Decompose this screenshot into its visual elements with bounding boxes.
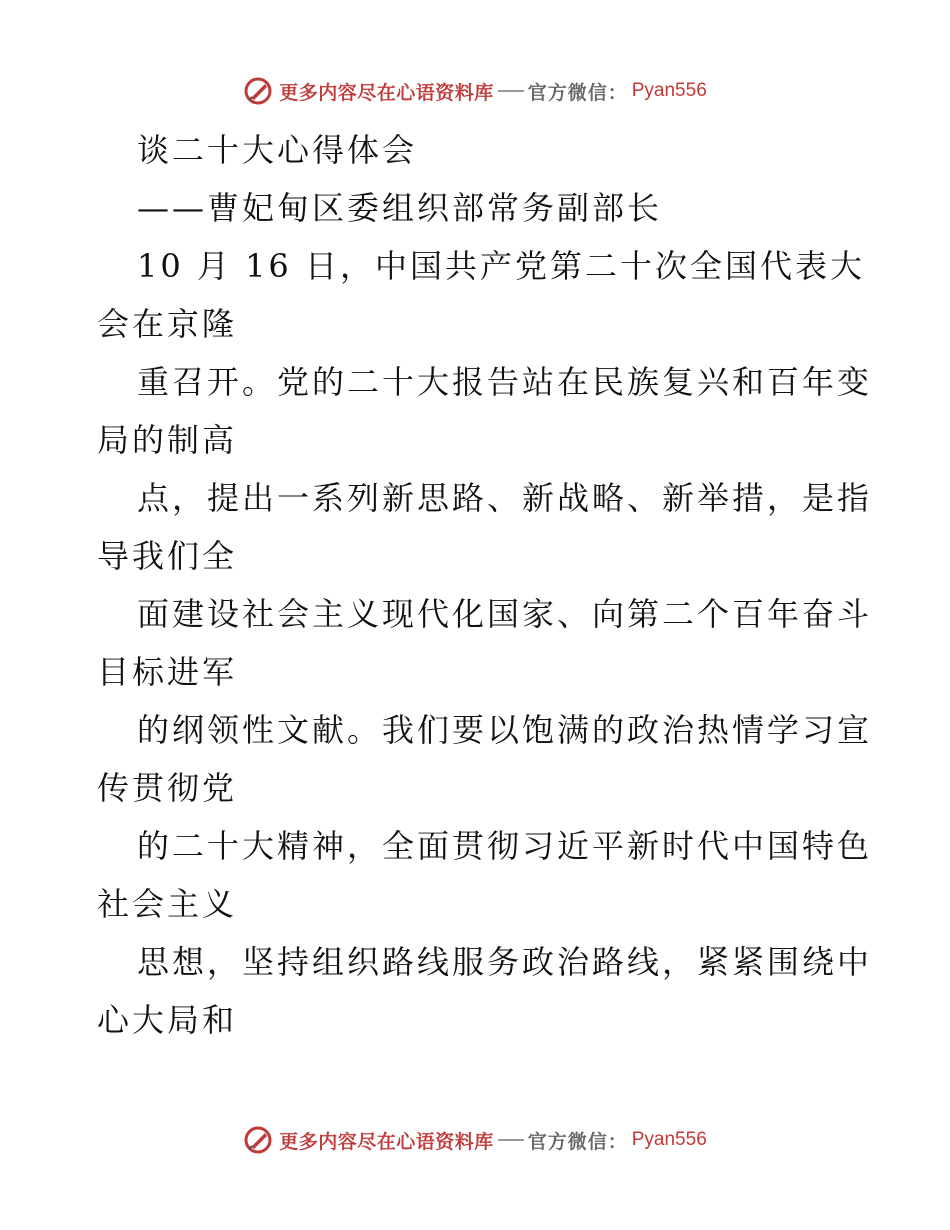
header-banner [0, 71, 950, 111]
footer-banner [0, 1120, 950, 1160]
text-line: 的二十大精神，全面贯彻习近平新时代中国特色 [137, 827, 873, 865]
text-line: 导我们全 [97, 537, 238, 575]
quill-logo-icon [243, 76, 273, 106]
text-line: 局的制高 [97, 421, 238, 459]
text-line: 心大局和 [97, 1001, 238, 1039]
text-line: 面建设社会主义现代化国家、向第二个百年奋斗 [137, 595, 873, 633]
text-line: 点，提出一系列新思路、新战略、新举措，是指 [137, 479, 873, 517]
text-line: 社会主义 [97, 885, 238, 923]
text-line: ——曹妃甸区委组织部常务副部长 [137, 189, 663, 227]
document-body [97, 121, 873, 1049]
text-line: 的纲领性文献。我们要以饱满的政治热情学习宣 [137, 711, 873, 749]
banner-sub-text: 官方微信： [527, 81, 628, 104]
banner-divider [498, 90, 524, 92]
text-line: 谈二十大心得体会 [137, 131, 418, 169]
text-line: 目标进军 [97, 653, 238, 691]
text-line: 传贯彻党 [97, 769, 238, 807]
banner-main-text: 更多内容尽在心语资料库 [279, 81, 494, 104]
quill-logo-icon [243, 1125, 273, 1155]
text-line: 重召开。党的二十大报告站在民族复兴和百年变 [137, 363, 873, 401]
banner-main-text: 更多内容尽在心语资料库 [279, 1130, 494, 1153]
banner-sub-text: 官方微信： [527, 1130, 628, 1153]
text-line: 会在京隆 [97, 305, 238, 343]
text-line: 思想，坚持组织路线服务政治路线，紧紧围绕中 [137, 943, 873, 981]
banner-divider [498, 1139, 524, 1141]
text-line: 10 月 16 日，中国共产党第二十次全国代表大 [137, 247, 865, 285]
banner-wechat-id: Pyan556 [631, 1129, 707, 1150]
banner-wechat-id: Pyan556 [631, 80, 707, 101]
